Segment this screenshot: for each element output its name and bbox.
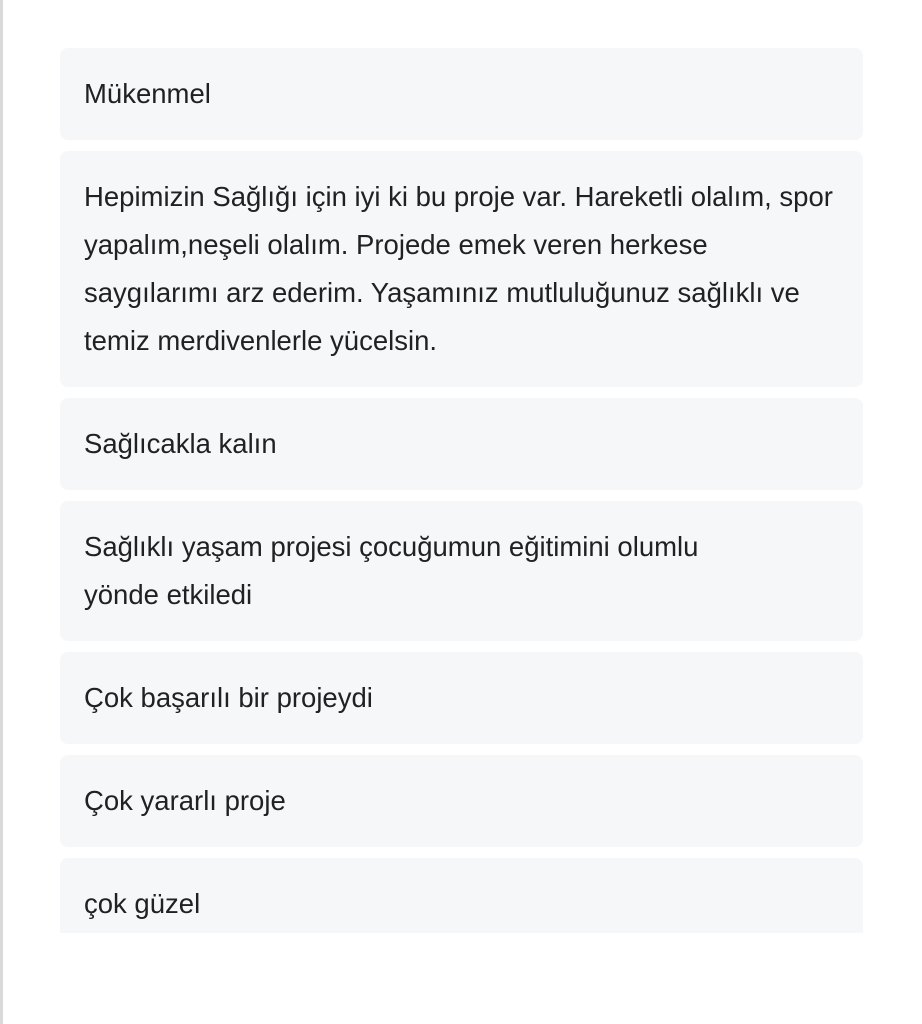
response-item: Çok başarılı bir projeydi	[60, 652, 863, 744]
response-item: Çok yararlı proje	[60, 755, 863, 847]
response-item: Mükenmel	[60, 48, 863, 140]
response-item: çok güzel	[60, 858, 863, 933]
response-item: Sağlıcakla kalın	[60, 398, 863, 490]
response-item: Sağlıklı yaşam projesi çocuğumun eğitimini olumlu yönde etkiledi	[60, 501, 863, 641]
page-edge-divider	[0, 0, 3, 1024]
response-item: Hepimizin Sağlığı için iyi ki bu proje var. Hareketli olalım, spor yapalım,neşeli olalım. Projede emek veren herkese saygılarımı arz ederim. Yaşamınız mutluluğunuz sağlıklı ve temiz merdivenlerle yücelsin.	[60, 151, 863, 387]
response-list	[60, 48, 863, 944]
